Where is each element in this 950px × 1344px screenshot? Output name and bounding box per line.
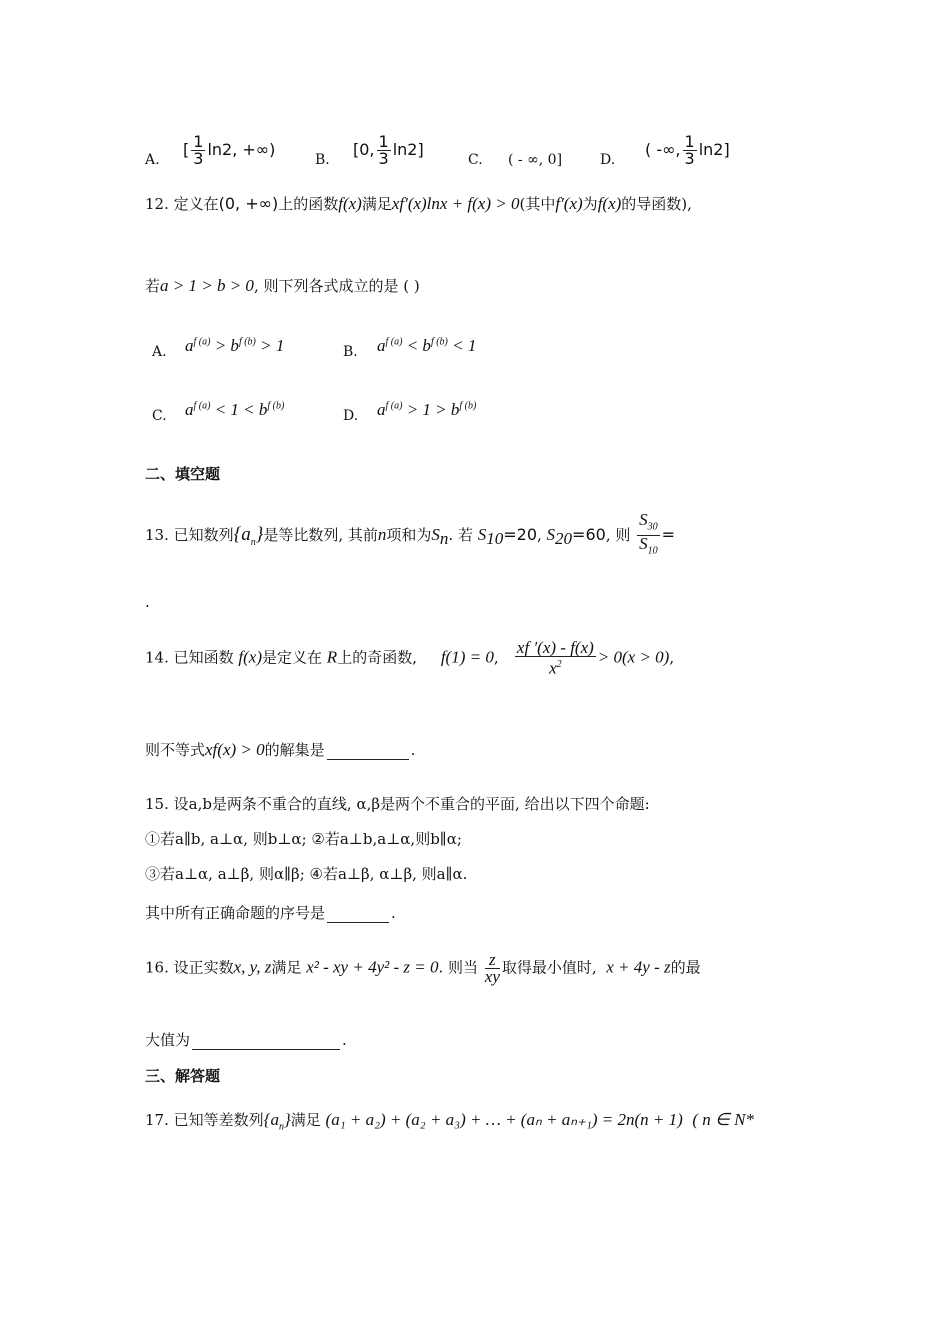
section-answer-heading: 三、解答题 (145, 1067, 221, 1085)
q12-option-a-label: A. (152, 344, 167, 360)
q12-option-c-expr: $a^{f (a)} < 1 < b^{f (b)}$ (185, 400, 285, 419)
q15-question-line: 其中所有正确命题的序号是 . (145, 904, 396, 922)
section-fill-blank-heading: 二、填空题 (145, 465, 221, 483)
q15-stem-line1: 15. 设a,b是两条不重合的直线, α,β是两个不重合的平面, 给出以下四个命题: (145, 795, 650, 813)
q17-stem: 17. 已知等差数列$\{a_n\}$满足 (a₁ + a₂) + (a₂ + a₃) + … + (aₙ + aₙ₊₁) = 2n(n + 1) ( n ∈ N* (145, 1110, 754, 1133)
q15-answer-blank[interactable] (327, 906, 389, 923)
q14-stem-line1: 14. 已知函数 f(x)是定义在 R上的奇函数, f(1) = 0, $\frac{xf '(x) - f(x)}{x^2}$ > 0(x > 0), (145, 638, 675, 678)
q15-proposition-3-4: ③若a⊥α, a⊥β, 则α∥β; ④若a⊥β, α⊥β, 则a∥α. (145, 865, 468, 883)
q12-stem-line2: 若a > 1 > b > 0, 则下列各式成立的是 ( ) (145, 276, 420, 295)
q16-stem-line1: 16. 设正实数x, y, z满足 x² - xy + 4y² - z = 0. 则当 $\frac{z}{xy}$ 取得最小值时, x + 4y - z的最 (145, 950, 701, 986)
q11-option-b-expr: [0, $\frac{1}{3}$ ln2] (353, 132, 424, 168)
q11-options (145, 128, 805, 168)
q15-proposition-1-2: ①若a∥b, a⊥α, 则b⊥α; ②若a⊥b,a⊥α,则b∥α; (145, 830, 462, 848)
q11-option-a-expr: [ $\frac{1}{3}$ ln2, +∞) (183, 132, 276, 168)
q14-answer-blank[interactable] (327, 743, 409, 760)
q16-stem-line2: 大值为 . (145, 1031, 347, 1049)
q16-answer-blank[interactable] (192, 1033, 340, 1050)
q12-option-b-expr: $a^{f (a)} < b^{f (b)} < 1$ (377, 336, 477, 355)
q14-stem-line2: 则不等式xf(x) > 0的解集是 . (145, 740, 416, 759)
q12-option-b-label: B. (343, 344, 358, 360)
q13-end-dot: . (145, 593, 150, 611)
q11-option-c-label: C. (468, 152, 483, 168)
q12-option-d-label: D. (343, 408, 359, 424)
q11-option-a-label: A. (145, 152, 160, 168)
q12-stem-line1: 12. 定义在(0, +∞)上的函数f(x)满足xf′(x)lnx + f(x) > 0(其中f′(x)为f(x)的导函数), (145, 194, 692, 213)
q12-option-c-label: C. (152, 408, 167, 424)
q11-option-d-expr: ( -∞, $\frac{1}{3}$ ln2] (645, 132, 730, 168)
q12-option-a-expr: $a^{f (a)} > b^{f (b)} > 1$ (185, 336, 285, 355)
q12-option-d-expr: $a^{f (a)} > 1 > b^{f (b)}$ (377, 400, 477, 419)
q11-option-c-expr: ( - ∞, 0] (508, 152, 563, 168)
q11-option-d-label: D. (600, 152, 616, 168)
q11-option-b-label: B. (315, 152, 330, 168)
q13-stem: 13. 已知数列$\{a_n\}$是等比数列, 其前n项和为$S_n$. 若 $S_{10}=20$, $S_{20}=60$, 则 $\frac{S_{30}}{S_{10}}$ = (145, 510, 676, 557)
